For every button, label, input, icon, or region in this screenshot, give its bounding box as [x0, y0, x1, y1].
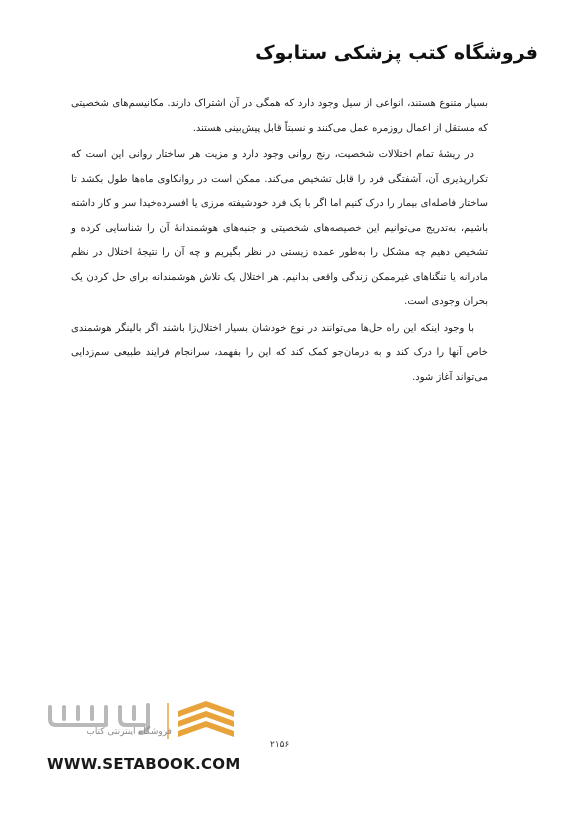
- setabook-logo: [44, 697, 244, 747]
- setabook-logo-graphic: [44, 697, 244, 747]
- book-chevron-icon: [178, 701, 234, 737]
- paragraph-2: در ریشهٔ تمام اختلالات شخصیت، رنج روانی وجود دارد و مزیت هر ساختار روانی این است که تکرارپذیری آن، آشفتگی فرد را قابل تشخیص می‌کند. ممکن است در روانکاوی ماه‌ها طول بکشد تا ساختار فاصله‌ای بیمار را درک کنیم اما اگر با یک فرد خودشیفته مرزی یا افسرده‌خیدا سر و کار داشته باشیم، به‌تدریج می‌توانیم این خصیصه‌های شخصیتی و جنبه‌های هوشمندانهٔ آن را شناسایی کرده و تشخیص دهیم چه مشکل را به‌طور عمده زیستی در نظر بگیریم و چه آن را نتیجهٔ اختلال در نظم مادرانه یا تنگناهای غیرممکن زندگی واقعی بدانیم. هر اختلال یک تلاش هوشمندانه برای حل کردن یک بحران وجودی است.: [71, 149, 488, 307]
- paragraph-1: بسیار متنوع هستند، انواعی از سیل وجود دارد که همگی در آن اشتراک دارند. مکانیسم‌های شخصیتی که مستقل از اعمال روزمره عمل می‌کنند و نسبتاً قابل پیش‌بینی هستند.: [71, 98, 488, 134]
- page-header-title: فروشگاه کتب پزشکی ستابوک: [255, 42, 538, 64]
- website-url: WWW.SETABOOK.COM: [47, 755, 241, 773]
- logo-subtitle: فروشگاه اینترنتی کتاب: [86, 727, 172, 737]
- paragraph-3: با وجود اینکه این راه حل‌ها می‌توانند در نوع خودشان بسیار اختلال‌زا باشند اگر بالینگر هوشمندی خاص آنها را درک کند و به درمان‌جو کمک کند که این را بفهمد، سرانجام فرایند طبیعی سم‌زدایی می‌تواند آغاز شود.: [71, 322, 488, 383]
- page-number: ۲۱۵۶: [270, 740, 290, 750]
- body-text: [71, 92, 488, 390]
